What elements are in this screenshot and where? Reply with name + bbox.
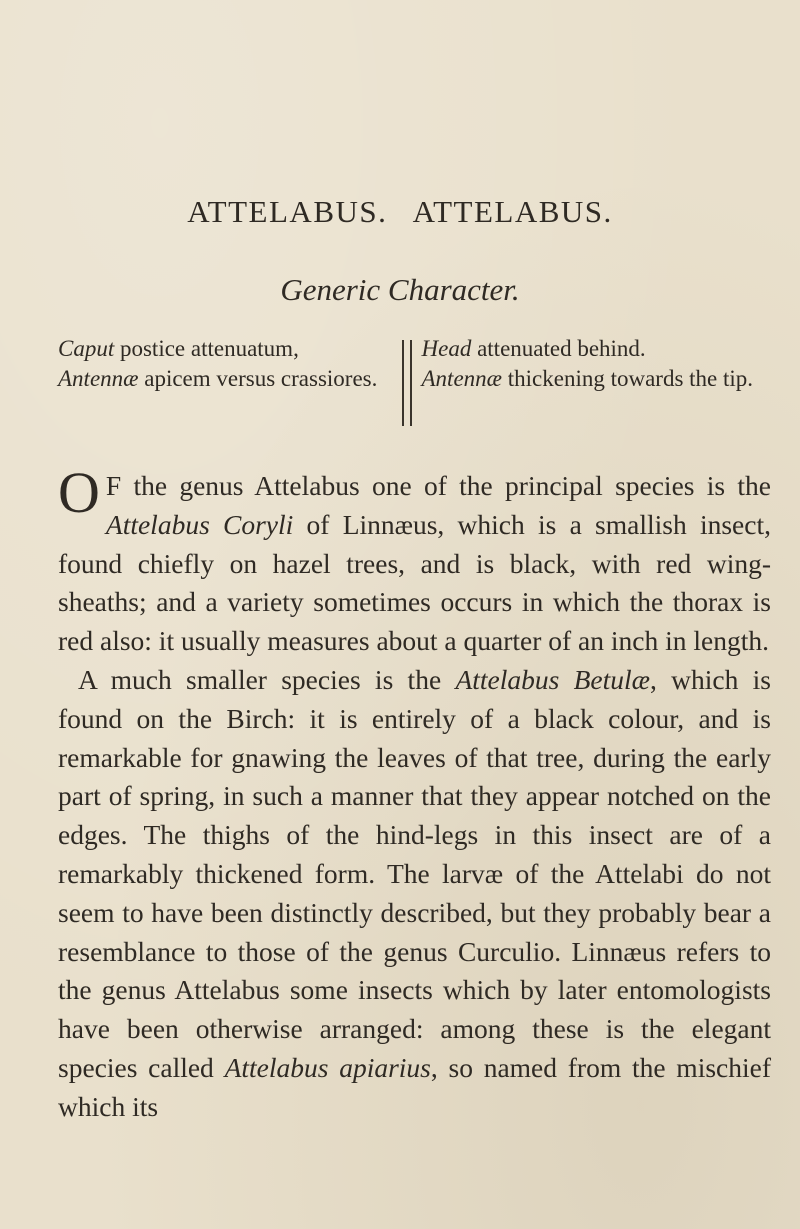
species-attelabus-betulae: Attelabus Betulæ bbox=[455, 663, 650, 695]
p2-text-c: , so named from the mischief which its bbox=[58, 1051, 771, 1122]
species-attelabus-apiarius: Attelabus apiarius bbox=[224, 1051, 431, 1083]
english-description bbox=[412, 334, 771, 426]
english-antennae: Antennæ bbox=[421, 366, 502, 391]
latin-line1-rest: postice attenuatum, bbox=[114, 336, 299, 361]
paragraph-2 bbox=[58, 661, 771, 1127]
body-text bbox=[58, 460, 771, 1127]
p2-text-b: , which is found on the Birch: it is entirely of a black colour, and is remarkable for gnawing the leaves of that tree, during the early part of spring, in such a manner that they appear notched on the edges. The thighs of the hind-legs in this insect are of a remarkably thickened form. The larvæ of the Attelabi do not seem to have been distinctly described, but they probably bear a resemblance to those of the genus Curculio. Linnæus refers to the genus Attelabus some insects which by later entomologists have been otherwise arranged: among these is the elegant species called bbox=[58, 663, 771, 1083]
english-line1-rest: attenuated behind. bbox=[471, 336, 646, 361]
latin-antennae: Antennæ bbox=[58, 366, 139, 391]
english-head: Head bbox=[421, 336, 472, 361]
generic-character-heading: Generic Character. bbox=[280, 272, 520, 307]
species-attelabus-coryli: Attelabus Coryli bbox=[105, 508, 294, 540]
latin-caput: Caput bbox=[58, 336, 115, 361]
english-line2-rest: thickening towards the tip. bbox=[502, 366, 754, 391]
running-head-left: ATTELABUS. bbox=[187, 194, 388, 229]
running-head-right: ATTELABUS. bbox=[412, 194, 613, 229]
double-rule-divider bbox=[402, 340, 412, 426]
latin-description bbox=[58, 334, 402, 426]
running-head bbox=[0, 194, 800, 230]
generic-character-block bbox=[58, 334, 770, 426]
p2-text-a: A much smaller species is the bbox=[78, 663, 456, 695]
latin-line2-rest: apicem versus crassiores. bbox=[138, 366, 378, 391]
paragraph-1 bbox=[58, 460, 771, 661]
p1-text-a: F the genus Attelabus one of the principal species is the bbox=[105, 470, 771, 501]
p1-text-b: of Linnæus, which is a smallish insect, found chiefly on hazel trees, and is black, with red wing-sheaths; and a variety sometimes occurs in which the thorax is red also: it usually measures about a quarter of an inch in length. bbox=[58, 508, 771, 657]
drop-cap: O bbox=[58, 460, 100, 525]
